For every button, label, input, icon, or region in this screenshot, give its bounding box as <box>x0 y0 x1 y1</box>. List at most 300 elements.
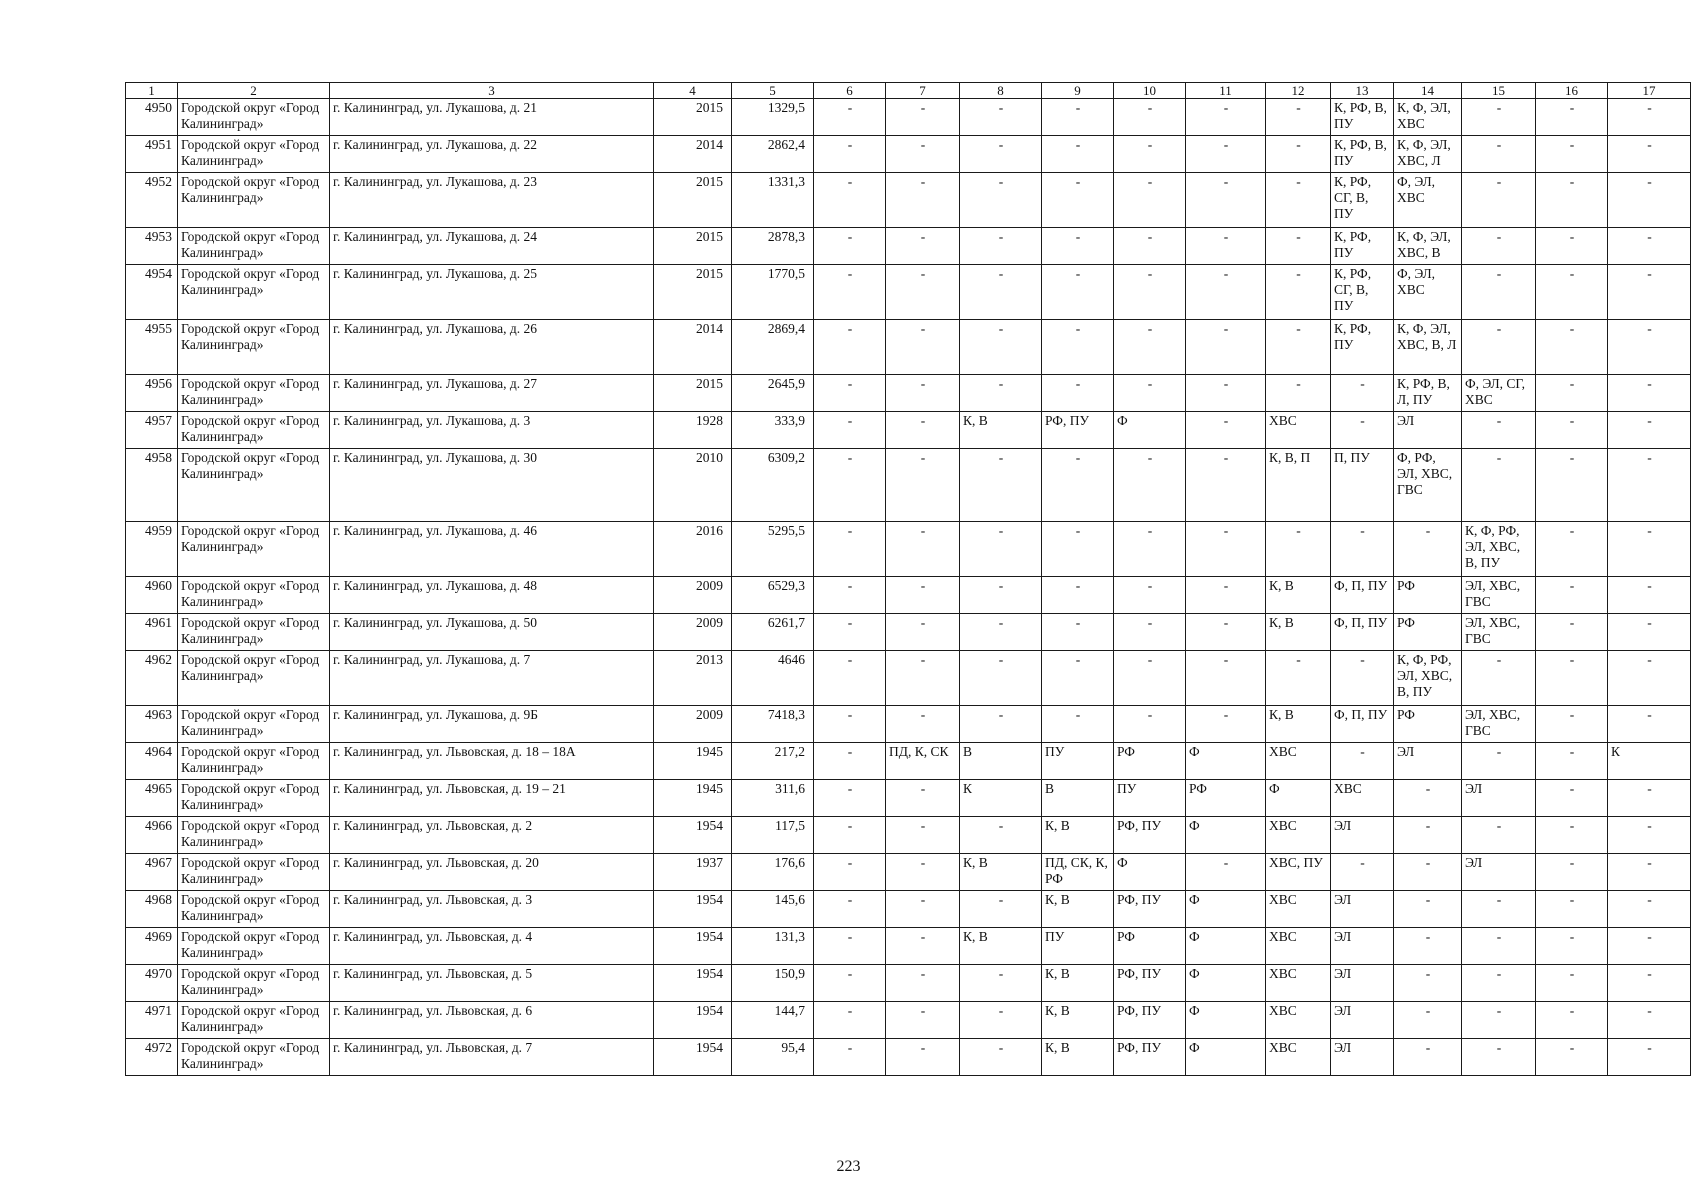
table-cell-col-8: - <box>960 265 1042 320</box>
table-cell-col-5: 1770,5 <box>732 265 814 320</box>
table-cell-col-10: РФ <box>1114 928 1186 965</box>
table-cell-col-5: 144,7 <box>732 1002 814 1039</box>
table-cell-col-2: Городской округ «Город Калининград» <box>178 1039 330 1076</box>
table-cell-col-14: - <box>1394 965 1462 1002</box>
table-cell-col-3: г. Калининград, ул. Лукашова, д. 27 <box>330 375 654 412</box>
table-cell-col-12: - <box>1266 375 1331 412</box>
table-cell-col-6: - <box>814 522 886 577</box>
table-cell-col-3: г. Калининград, ул. Лукашова, д. 48 <box>330 577 654 614</box>
table-cell-col-10: - <box>1114 136 1186 173</box>
table-cell-col-7: - <box>886 265 960 320</box>
table-cell-col-8: - <box>960 1002 1042 1039</box>
table-cell-col-17: - <box>1608 1039 1691 1076</box>
table-cell-col-10: РФ, ПУ <box>1114 817 1186 854</box>
table-cell-col-5: 2878,3 <box>732 228 814 265</box>
table-cell-col-13: - <box>1331 854 1394 891</box>
table-cell-col-14: ЭЛ <box>1394 412 1462 449</box>
table-cell-col-13: ЭЛ <box>1331 1002 1394 1039</box>
table-cell-col-6: - <box>814 99 886 136</box>
table-cell-col-12: ХВС <box>1266 891 1331 928</box>
table-cell-col-16: - <box>1536 577 1608 614</box>
table-cell-col-5: 1331,3 <box>732 173 814 228</box>
table-cell-col-12: - <box>1266 228 1331 265</box>
table-cell-col-8: - <box>960 522 1042 577</box>
table-cell-col-16: - <box>1536 320 1608 375</box>
table-cell-col-14: К, РФ, В, Л, ПУ <box>1394 375 1462 412</box>
table-cell-col-9: В <box>1042 780 1114 817</box>
table-cell-col-17: - <box>1608 817 1691 854</box>
table-cell-col-1: 4965 <box>126 780 178 817</box>
table-cell-col-12: - <box>1266 136 1331 173</box>
table-cell-col-17: - <box>1608 891 1691 928</box>
table-row <box>126 228 1691 265</box>
table-cell-col-5: 2869,4 <box>732 320 814 375</box>
table-cell-col-5: 5295,5 <box>732 522 814 577</box>
table-cell-col-10: РФ <box>1114 743 1186 780</box>
table-cell-col-9: - <box>1042 449 1114 522</box>
header-row <box>126 83 1691 99</box>
header-cell-1: 1 <box>126 83 178 99</box>
table-cell-col-16: - <box>1536 743 1608 780</box>
table-cell-col-3: г. Калининград, ул. Лукашова, д. 23 <box>330 173 654 228</box>
table-cell-col-6: - <box>814 891 886 928</box>
table-cell-col-16: - <box>1536 614 1608 651</box>
table-cell-col-3: г. Калининград, ул. Львовская, д. 6 <box>330 1002 654 1039</box>
table-cell-col-16: - <box>1536 817 1608 854</box>
table-cell-col-2: Городской округ «Город Калининград» <box>178 928 330 965</box>
table-cell-col-6: - <box>814 449 886 522</box>
table-cell-col-15: ЭЛ <box>1462 854 1536 891</box>
table-cell-col-10: - <box>1114 228 1186 265</box>
table-row <box>126 173 1691 228</box>
table-cell-col-17: - <box>1608 651 1691 706</box>
table-cell-col-4: 1937 <box>654 854 732 891</box>
table-cell-col-8: - <box>960 1039 1042 1076</box>
table-cell-col-11: - <box>1186 651 1266 706</box>
table-cell-col-9: - <box>1042 320 1114 375</box>
table-row <box>126 136 1691 173</box>
table-cell-col-11: Ф <box>1186 928 1266 965</box>
table-cell-col-3: г. Калининград, ул. Лукашова, д. 21 <box>330 99 654 136</box>
table-cell-col-10: - <box>1114 375 1186 412</box>
table-cell-col-8: - <box>960 228 1042 265</box>
table-cell-col-7: - <box>886 577 960 614</box>
table-cell-col-11: - <box>1186 99 1266 136</box>
table-cell-col-1: 4971 <box>126 1002 178 1039</box>
table-cell-col-1: 4962 <box>126 651 178 706</box>
table-cell-col-14: - <box>1394 780 1462 817</box>
table-cell-col-1: 4967 <box>126 854 178 891</box>
table-cell-col-2: Городской округ «Город Калининград» <box>178 99 330 136</box>
table-cell-col-1: 4961 <box>126 614 178 651</box>
table-cell-col-6: - <box>814 1002 886 1039</box>
table-cell-col-15: - <box>1462 965 1536 1002</box>
table-cell-col-4: 1954 <box>654 965 732 1002</box>
table-row <box>126 1002 1691 1039</box>
table-cell-col-11: Ф <box>1186 743 1266 780</box>
table-cell-col-3: г. Калининград, ул. Львовская, д. 20 <box>330 854 654 891</box>
table-cell-col-7: - <box>886 375 960 412</box>
table-cell-col-12: К, В <box>1266 706 1331 743</box>
table-cell-col-12: - <box>1266 173 1331 228</box>
header-cell-11: 11 <box>1186 83 1266 99</box>
table-cell-col-2: Городской округ «Город Калининград» <box>178 449 330 522</box>
table-cell-col-10: РФ, ПУ <box>1114 965 1186 1002</box>
table-cell-col-12: К, В <box>1266 577 1331 614</box>
table-cell-col-14: К, Ф, ЭЛ, ХВС, Л <box>1394 136 1462 173</box>
table-cell-col-12: ХВС, ПУ <box>1266 854 1331 891</box>
table-row <box>126 577 1691 614</box>
table-cell-col-15: - <box>1462 320 1536 375</box>
table-cell-col-15: - <box>1462 228 1536 265</box>
table-cell-col-12: - <box>1266 265 1331 320</box>
table-cell-col-1: 4950 <box>126 99 178 136</box>
table-cell-col-3: г. Калининград, ул. Львовская, д. 4 <box>330 928 654 965</box>
table-cell-col-13: Ф, П, ПУ <box>1331 614 1394 651</box>
table-cell-col-8: - <box>960 577 1042 614</box>
table-row <box>126 522 1691 577</box>
table-cell-col-17: - <box>1608 965 1691 1002</box>
header-cell-6: 6 <box>814 83 886 99</box>
table-cell-col-10: РФ, ПУ <box>1114 891 1186 928</box>
table-cell-col-4: 2009 <box>654 614 732 651</box>
table-row <box>126 449 1691 522</box>
table-cell-col-17: - <box>1608 228 1691 265</box>
table-cell-col-4: 2014 <box>654 136 732 173</box>
table-cell-col-8: В <box>960 743 1042 780</box>
table-cell-col-12: ХВС <box>1266 412 1331 449</box>
table-row <box>126 965 1691 1002</box>
table-cell-col-7: - <box>886 136 960 173</box>
table-cell-col-3: г. Калининград, ул. Лукашова, д. 25 <box>330 265 654 320</box>
table-cell-col-7: - <box>886 173 960 228</box>
table-cell-col-1: 4970 <box>126 965 178 1002</box>
table-cell-col-14: - <box>1394 1002 1462 1039</box>
table-cell-col-10: Ф <box>1114 854 1186 891</box>
table-row <box>126 99 1691 136</box>
table-cell-col-4: 2014 <box>654 320 732 375</box>
table-cell-col-5: 2645,9 <box>732 375 814 412</box>
table-cell-col-7: - <box>886 320 960 375</box>
table-cell-col-16: - <box>1536 651 1608 706</box>
table-cell-col-17: - <box>1608 706 1691 743</box>
table-cell-col-14: - <box>1394 817 1462 854</box>
table-cell-col-13: - <box>1331 522 1394 577</box>
table-cell-col-6: - <box>814 965 886 1002</box>
table-cell-col-10: - <box>1114 449 1186 522</box>
table-cell-col-8: К, В <box>960 928 1042 965</box>
table-cell-col-15: К, Ф, РФ, ЭЛ, ХВС, В, ПУ <box>1462 522 1536 577</box>
table-cell-col-3: г. Калининград, ул. Лукашова, д. 30 <box>330 449 654 522</box>
table-cell-col-15: ЭЛ, ХВС, ГВС <box>1462 577 1536 614</box>
table-cell-col-12: ХВС <box>1266 817 1331 854</box>
table-cell-col-9: - <box>1042 577 1114 614</box>
table-cell-col-16: - <box>1536 228 1608 265</box>
table-cell-col-6: - <box>814 375 886 412</box>
table-cell-col-5: 2862,4 <box>732 136 814 173</box>
table-cell-col-14: К, Ф, РФ, ЭЛ, ХВС, В, ПУ <box>1394 651 1462 706</box>
header-cell-8: 8 <box>960 83 1042 99</box>
table-cell-col-1: 4959 <box>126 522 178 577</box>
table-cell-col-7: - <box>886 449 960 522</box>
table-cell-col-13: Ф, П, ПУ <box>1331 577 1394 614</box>
table-cell-col-3: г. Калининград, ул. Львовская, д. 2 <box>330 817 654 854</box>
table-cell-col-9: - <box>1042 265 1114 320</box>
table-cell-col-11: - <box>1186 412 1266 449</box>
table-cell-col-15: - <box>1462 928 1536 965</box>
table-cell-col-13: К, РФ, В, ПУ <box>1331 99 1394 136</box>
table-cell-col-9: - <box>1042 522 1114 577</box>
table-cell-col-10: ПУ <box>1114 780 1186 817</box>
table-cell-col-14: - <box>1394 522 1462 577</box>
table-cell-col-13: К, РФ, СГ, В, ПУ <box>1331 173 1394 228</box>
table-cell-col-16: - <box>1536 265 1608 320</box>
table-cell-col-4: 1945 <box>654 780 732 817</box>
table-cell-col-6: - <box>814 412 886 449</box>
table-cell-col-17: - <box>1608 99 1691 136</box>
table-cell-col-9: - <box>1042 136 1114 173</box>
table-cell-col-3: г. Калининград, ул. Лукашова, д. 26 <box>330 320 654 375</box>
table-cell-col-14: РФ <box>1394 577 1462 614</box>
table-cell-col-17: - <box>1608 522 1691 577</box>
table-cell-col-3: г. Калининград, ул. Лукашова, д. 50 <box>330 614 654 651</box>
table-cell-col-15: - <box>1462 651 1536 706</box>
table-cell-col-15: - <box>1462 743 1536 780</box>
table-cell-col-15: - <box>1462 99 1536 136</box>
table-cell-col-12: ХВС <box>1266 928 1331 965</box>
table-cell-col-12: Ф <box>1266 780 1331 817</box>
table-cell-col-9: РФ, ПУ <box>1042 412 1114 449</box>
table-cell-col-4: 1945 <box>654 743 732 780</box>
table-cell-col-16: - <box>1536 928 1608 965</box>
table-cell-col-2: Городской округ «Город Калининград» <box>178 228 330 265</box>
table-cell-col-9: - <box>1042 706 1114 743</box>
table-cell-col-16: - <box>1536 1039 1608 1076</box>
table-cell-col-6: - <box>814 228 886 265</box>
table-cell-col-4: 1954 <box>654 817 732 854</box>
table-cell-col-9: К, В <box>1042 1039 1114 1076</box>
table-cell-col-5: 7418,3 <box>732 706 814 743</box>
table-cell-col-11: - <box>1186 614 1266 651</box>
table-cell-col-5: 333,9 <box>732 412 814 449</box>
table-cell-col-10: - <box>1114 577 1186 614</box>
table-cell-col-6: - <box>814 265 886 320</box>
table-cell-col-9: ПУ <box>1042 928 1114 965</box>
table-cell-col-14: Ф, ЭЛ, ХВС <box>1394 173 1462 228</box>
table-cell-col-1: 4964 <box>126 743 178 780</box>
table-cell-col-6: - <box>814 706 886 743</box>
table-cell-col-10: - <box>1114 706 1186 743</box>
table-cell-col-11: Ф <box>1186 965 1266 1002</box>
table-cell-col-12: - <box>1266 651 1331 706</box>
table-cell-col-5: 117,5 <box>732 817 814 854</box>
table-cell-col-2: Городской округ «Город Калининград» <box>178 743 330 780</box>
table-cell-col-2: Городской округ «Город Калининград» <box>178 651 330 706</box>
table-cell-col-2: Городской округ «Город Калининград» <box>178 614 330 651</box>
table-cell-col-9: - <box>1042 228 1114 265</box>
table-cell-col-7: - <box>886 706 960 743</box>
table-cell-col-13: К, РФ, ПУ <box>1331 228 1394 265</box>
table-cell-col-7: - <box>886 412 960 449</box>
table-cell-col-3: г. Калининград, ул. Лукашова, д. 22 <box>330 136 654 173</box>
table-cell-col-7: - <box>886 891 960 928</box>
table-cell-col-9: ПД, СК, К, РФ <box>1042 854 1114 891</box>
table-cell-col-11: Ф <box>1186 1039 1266 1076</box>
table-cell-col-17: К <box>1608 743 1691 780</box>
table-cell-col-5: 131,3 <box>732 928 814 965</box>
table-cell-col-5: 1329,5 <box>732 99 814 136</box>
table-cell-col-8: - <box>960 651 1042 706</box>
table-cell-col-2: Городской округ «Город Калининград» <box>178 173 330 228</box>
table-cell-col-8: - <box>960 136 1042 173</box>
table-cell-col-15: - <box>1462 173 1536 228</box>
table-cell-col-3: г. Калининград, ул. Львовская, д. 18 – 18А <box>330 743 654 780</box>
header-cell-14: 14 <box>1394 83 1462 99</box>
table-cell-col-15: - <box>1462 891 1536 928</box>
table-cell-col-7: - <box>886 228 960 265</box>
table-cell-col-11: - <box>1186 375 1266 412</box>
table-cell-col-9: - <box>1042 375 1114 412</box>
table-cell-col-11: - <box>1186 854 1266 891</box>
table-row <box>126 928 1691 965</box>
table-cell-col-7: - <box>886 928 960 965</box>
table-cell-col-1: 4956 <box>126 375 178 412</box>
table-cell-col-8: - <box>960 173 1042 228</box>
table-cell-col-1: 4958 <box>126 449 178 522</box>
table-cell-col-6: - <box>814 577 886 614</box>
table-cell-col-2: Городской округ «Город Калининград» <box>178 265 330 320</box>
table-cell-col-16: - <box>1536 99 1608 136</box>
table-cell-col-16: - <box>1536 706 1608 743</box>
table-cell-col-16: - <box>1536 854 1608 891</box>
table-cell-col-17: - <box>1608 854 1691 891</box>
table-row <box>126 1039 1691 1076</box>
table-cell-col-15: - <box>1462 265 1536 320</box>
table-cell-col-9: - <box>1042 173 1114 228</box>
header-cell-2: 2 <box>178 83 330 99</box>
table-cell-col-14: - <box>1394 928 1462 965</box>
header-cell-3: 3 <box>330 83 654 99</box>
table-cell-col-6: - <box>814 173 886 228</box>
table-row <box>126 375 1691 412</box>
table-cell-col-5: 6309,2 <box>732 449 814 522</box>
table-cell-col-7: - <box>886 1039 960 1076</box>
table-cell-col-12: - <box>1266 320 1331 375</box>
table-row <box>126 780 1691 817</box>
table-cell-col-3: г. Калининград, ул. Лукашова, д. 3 <box>330 412 654 449</box>
table-cell-col-10: - <box>1114 320 1186 375</box>
header-cell-5: 5 <box>732 83 814 99</box>
table-cell-col-9: - <box>1042 651 1114 706</box>
table-cell-col-15: ЭЛ, ХВС, ГВС <box>1462 706 1536 743</box>
table-cell-col-3: г. Калининград, ул. Лукашова, д. 7 <box>330 651 654 706</box>
table-cell-col-6: - <box>814 780 886 817</box>
table-cell-col-15: - <box>1462 1002 1536 1039</box>
table-cell-col-12: - <box>1266 522 1331 577</box>
table-cell-col-8: К <box>960 780 1042 817</box>
table-cell-col-13: ЭЛ <box>1331 817 1394 854</box>
table-cell-col-13: - <box>1331 412 1394 449</box>
table-cell-col-17: - <box>1608 614 1691 651</box>
table-cell-col-2: Городской округ «Город Калининград» <box>178 577 330 614</box>
table-cell-col-17: - <box>1608 412 1691 449</box>
table-cell-col-17: - <box>1608 1002 1691 1039</box>
table-cell-col-17: - <box>1608 320 1691 375</box>
table-cell-col-4: 2015 <box>654 99 732 136</box>
header-cell-4: 4 <box>654 83 732 99</box>
table-cell-col-5: 150,9 <box>732 965 814 1002</box>
table-cell-col-6: - <box>814 743 886 780</box>
table-cell-col-17: - <box>1608 577 1691 614</box>
table-cell-col-14: РФ <box>1394 706 1462 743</box>
table-cell-col-17: - <box>1608 265 1691 320</box>
table-cell-col-4: 1928 <box>654 412 732 449</box>
header-cell-15: 15 <box>1462 83 1536 99</box>
table-cell-col-2: Городской округ «Город Калининград» <box>178 522 330 577</box>
table-cell-col-10: - <box>1114 99 1186 136</box>
table-cell-col-4: 2015 <box>654 375 732 412</box>
table-cell-col-4: 1954 <box>654 1002 732 1039</box>
table-cell-col-13: - <box>1331 743 1394 780</box>
table-cell-col-15: ЭЛ <box>1462 780 1536 817</box>
table-cell-col-12: К, В <box>1266 614 1331 651</box>
table-cell-col-11: - <box>1186 577 1266 614</box>
table-cell-col-6: - <box>814 1039 886 1076</box>
table-cell-col-15: - <box>1462 449 1536 522</box>
table-cell-col-4: 2009 <box>654 706 732 743</box>
table-cell-col-11: - <box>1186 228 1266 265</box>
table-cell-col-16: - <box>1536 891 1608 928</box>
table-cell-col-7: - <box>886 817 960 854</box>
table-cell-col-12: ХВС <box>1266 965 1331 1002</box>
table-cell-col-16: - <box>1536 780 1608 817</box>
registry-table-container <box>125 82 1691 1076</box>
table-cell-col-17: - <box>1608 173 1691 228</box>
table-cell-col-6: - <box>814 928 886 965</box>
registry-table <box>125 82 1691 1076</box>
table-cell-col-5: 176,6 <box>732 854 814 891</box>
table-cell-col-7: - <box>886 1002 960 1039</box>
table-cell-col-14: РФ <box>1394 614 1462 651</box>
table-cell-col-5: 145,6 <box>732 891 814 928</box>
table-cell-col-11: Ф <box>1186 817 1266 854</box>
table-cell-col-6: - <box>814 320 886 375</box>
table-cell-col-17: - <box>1608 375 1691 412</box>
table-cell-col-14: - <box>1394 854 1462 891</box>
table-cell-col-14: Ф, РФ, ЭЛ, ХВС, ГВС <box>1394 449 1462 522</box>
table-cell-col-5: 217,2 <box>732 743 814 780</box>
table-cell-col-2: Городской округ «Город Калининград» <box>178 136 330 173</box>
table-cell-col-11: - <box>1186 173 1266 228</box>
table-cell-col-8: К, В <box>960 412 1042 449</box>
table-cell-col-14: К, Ф, ЭЛ, ХВС, В <box>1394 228 1462 265</box>
table-cell-col-2: Городской округ «Город Калининград» <box>178 375 330 412</box>
table-cell-col-2: Городской округ «Город Калининград» <box>178 965 330 1002</box>
table-cell-col-3: г. Калининград, ул. Львовская, д. 19 – 21 <box>330 780 654 817</box>
table-cell-col-1: 4954 <box>126 265 178 320</box>
table-cell-col-1: 4966 <box>126 817 178 854</box>
table-cell-col-8: - <box>960 891 1042 928</box>
table-cell-col-4: 2015 <box>654 265 732 320</box>
table-cell-col-9: - <box>1042 99 1114 136</box>
table-cell-col-2: Городской округ «Город Калининград» <box>178 320 330 375</box>
table-cell-col-8: - <box>960 817 1042 854</box>
table-cell-col-4: 2009 <box>654 577 732 614</box>
header-cell-7: 7 <box>886 83 960 99</box>
table-cell-col-8: - <box>960 614 1042 651</box>
table-cell-col-4: 1954 <box>654 1039 732 1076</box>
header-cell-12: 12 <box>1266 83 1331 99</box>
